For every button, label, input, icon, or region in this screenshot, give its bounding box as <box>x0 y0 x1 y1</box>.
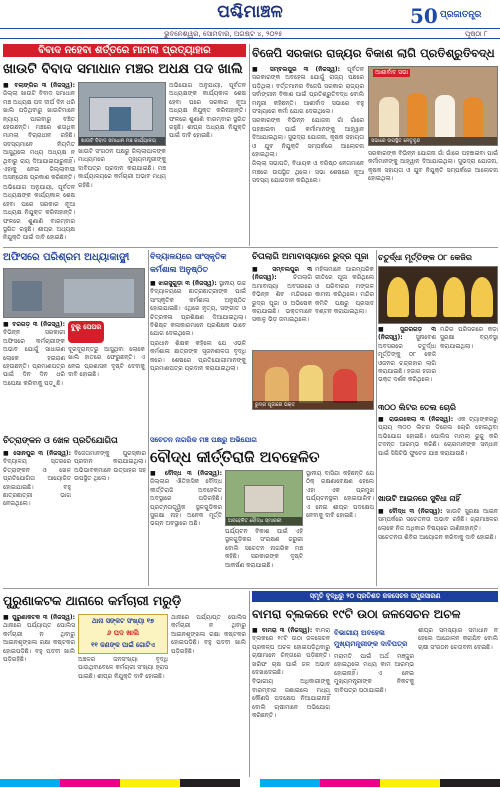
story3-col1 <box>3 321 65 431</box>
story9-headline: ଚିତ୍ରାଙ୍କନ ଓ ଖେଳ ପ୍ରତିଯୋଗିତା <box>3 436 118 446</box>
desk-shape <box>12 281 42 311</box>
story2-body-b: ସରକାରଙ୍କ ବିଭିନ୍ନ ଯୋଜନା ଗାଁ ଗାଁରେ ପହଞ୍ଚାଇବା ପାଇଁ କର୍ମୀମାନଙ୍କୁ ଆହ୍ୱାନ ଦିଆଯାଇଥିଲା। ସୁଭଦ୍ରା ଯୋଜନା, କୃଷକ ସହାୟତା ଓ ଯୁବ ନିଯୁକ୍ତି ସମ୍ପର୍କରେ ଆଲୋଚନା ହୋଇଥିଲା। <box>252 117 364 159</box>
story10-kicker: ସଚେତନ ନାଗରିକ ମଞ୍ଚ ପକ୍ଷରୁ ଅଭିଯୋଗ <box>150 435 257 444</box>
story10-bureau: ■ ବୌଦ୍ଧ ୩ (ନିଜସ୍ୱ): <box>150 470 222 477</box>
story7-body-a: ଏକ ଟ୍ୟାଙ୍କରରୁ ପ୍ରାୟ ୩୦୦ ଲିଟର ଡିଜେଲ ଚୋରି ହୋଇଥିବା ଅଭିଯୋଗ ହୋଇଛି। ପୋଲିସ ମାମଲା ରୁଜୁ କରି ତଦନ୍ତ ଆରମ୍ଭ କରିଛି। ଚୋରମାନଙ୍କ ସନ୍ଧାନ ପାଇଁ ସିସିଟିଭି ଫୁଟେଜ ଯାଞ୍ଚ କରାଯାଉଛି। <box>378 416 498 457</box>
story11-bureau: ■ ପୁରୁଣାକଟକ ୩ (ନିଜସ୍ୱ): <box>3 614 75 621</box>
story2-caption: ସଭାରେ ଉପସ୍ଥିତ ନେତୃବୃନ୍ଦ <box>369 137 497 145</box>
story11-col1 <box>3 614 75 776</box>
devotee-shape <box>265 367 289 403</box>
idol-shape <box>387 277 409 317</box>
divider <box>3 247 498 248</box>
story6-bureau: ■ ସୁନ୍ଦରଗଡ଼ ୩ (ନିଜସ୍ୱ): <box>378 326 436 342</box>
dateline <box>0 28 500 39</box>
story10-col3: ସ୍ଥାନୀୟ ବାସିନ୍ଦା କହିଛନ୍ତି ଯେ ଠିକ୍ ରକ୍ଷଣାବେକ୍ଷଣ ହେଲେ ଏହା ଏକ ପ୍ରମୁଖ ପର୍ଯ୍ୟଟନସ୍ଥଳୀ ହୋଇପାରିବ। ଏ ନେଇ ଶୀଘ୍ର ପଦକ୍ଷେପ ନେବାକୁ ଦାବି ହୋଇଛି। <box>306 470 374 520</box>
story5-bureau: ■ ସମ୍ବଲପୁର ୩ (ନିଜସ୍ୱ): <box>252 266 312 282</box>
page-number: ପୃଷ୍ଠା ୮ <box>465 30 488 38</box>
section-title: ପଶ୍ଚିମାଞ୍ଚଳ <box>217 2 283 22</box>
story3-bureau: ■ ବରଗଡ଼ ୩ (ନିଜସ୍ୱ): <box>3 321 65 328</box>
story2-body-c: ଜିଲ୍ଲା ସଭାପତି, ବିଧାୟକ ଓ ବରିଷ୍ଠ ନେତାମାନେ ମଞ୍ଚରେ ଉପସ୍ଥିତ ଥିଲେ। ସଭା ଶେଷରେ ନୂଆ ସଦସ୍ୟ ଯୋଗଦାନ କରିଥିଲେ। <box>252 160 364 185</box>
story10-col1 <box>150 470 222 586</box>
story12-headline: ବାମରା ବ୍ଲକରେ ୧୯ଟି ଉଠା ଜଳସେଚନ ଅଚଳ <box>252 607 461 621</box>
story1-headline: ଖାଉଟି ବିବାଦ ସମାଧାନ ମଞ୍ଚର ଅଧକ୍ଷ ପଦ ଖାଲି <box>3 61 243 77</box>
story8-col <box>378 508 498 586</box>
story11-col2: ଅଞ୍ଚଳର ଜନସଂଖ୍ୟା ବୃଦ୍ଧି ପାଉଥିବାବେଳେ କର୍ମଚାରୀ ସଂଖ୍ୟା ହ୍ରାସ ପାଇଛି। ଶୀଘ୍ର ନିଯୁକ୍ତି ଦାବି ହୋଇଛି। <box>78 656 168 680</box>
story1-body-b: ଅଭିଯୋଗ ଅନୁଯାୟୀ, ପୂର୍ବତନ ଅଧ୍ୟକ୍ଷଙ୍କ କାର୍ଯ୍ୟକାଳ ଶେଷ ହେବା ପରେ ସରକାର ନୂଆ ଅଧ୍ୟକ୍ଷ ନିଯୁକ୍ତ କରିନାହାନ୍ତି। ଫଳରେ ଶୁଣାଣି ବାରମ୍ବାର ସ୍ଥଗିତ ରହୁଛି। ଶୀଘ୍ର ଅଧ୍ୟକ୍ଷ ନିଯୁକ୍ତି ପାଇଁ ଦାବି ହୋଇଛି। <box>3 183 75 242</box>
story1-kicker: ବିବାଦ ନହେବା ଶର୍ତ୍ତରେ ମାମଲା ପ୍ରତ୍ୟାହାର <box>3 44 246 57</box>
story12-body-a: ବାମରା ବ୍ଲକରେ ୧୯ଟି ଉଠା ଜଳସେଚନ ପ୍ରକଳ୍ପ ଅଚଳ ହୋଇପଡ଼ିଥିବାରୁ ଚାଷୀମାନେ ଚିନ୍ତାରେ ପଡ଼ିଛନ୍ତି। ଖରିଫ ଚାଷ ପାଇଁ ଜଳ ଅଭାବ ଦେଖାଦେଇଛି। <box>252 627 330 677</box>
story7-col <box>378 416 498 488</box>
idol-shape <box>443 277 465 317</box>
registration-bar-yellow <box>120 779 180 787</box>
column-rule <box>249 591 250 777</box>
story2-bureau: ■ ସମ୍ବଲପୁର ୩ (ନିଜସ୍ୱ): <box>252 66 341 73</box>
story6-col1 <box>378 326 436 396</box>
story6-photo <box>378 266 498 324</box>
story6-headline: ଚତୁର୍ଦ୍ଧା ମୂର୍ତ୍ତିଙ୍କ ୦୮ କେଜିର <box>378 252 472 262</box>
story12-col2: ମରାମତି ପାଇଁ ଅର୍ଥ ମଞ୍ଜୁର ହୋଇଥିଲେ ମଧ୍ୟ କାମ ଆରମ୍ଭ ହୋଇନାହିଁ। ଏ ନେଇ ମୁଖ୍ୟମନ୍ତ୍ରୀଙ୍କ ନିକଟକୁ ଦାବିପତ୍ର ପଠାଯାଇଛି। <box>334 653 414 694</box>
anniversary-number: 50 <box>410 4 438 28</box>
window-shape <box>64 279 134 313</box>
registration-bar-cyan <box>0 779 60 787</box>
story5-col1 <box>252 266 312 348</box>
registration-bar-yellow <box>380 779 440 787</box>
story9-body-a: ବିଦ୍ୟାଳୟ ସ୍ତରରେ ଚିତ୍ରାଙ୍କନ ଓ ଖେଳ ପ୍ରତିଯୋଗିତା ଆୟୋଜିତ ହୋଇଯାଇଛି। ବହୁ ଛାତ୍ରଛାତ୍ରୀ ଭାଗ ନେଇଥିଲେ। <box>3 458 71 508</box>
devotee-shape <box>299 365 323 403</box>
story11-body-a: ଥାନାରେ ପର୍ଯ୍ୟାପ୍ତ ପୋଲିସ କର୍ମଚାରୀ ନ ଥିବାରୁ ଆଇନଶୃଙ୍ଖଳା ରକ୍ଷା କଷ୍ଟକର ହୋଇପଡ଼ିଛି। ବହୁ ପଦବୀ ଖାଲି ପଡ଼ିରହିଛି। <box>3 622 75 664</box>
date-text: ଭୁବନେଶ୍ୱର, ସୋମବାର, ଅଗଷ୍ଟ ୪, ୨୦୨୫ <box>164 30 283 38</box>
factbox-line2: ୬ ପଦ ଖାଲି <box>106 629 140 637</box>
anniversary-logo <box>410 4 498 26</box>
story10-col2: ପର୍ଯ୍ୟଟନ ବିକାଶ ପାଇଁ ଏହି ସ୍ଥଳଗୁଡ଼ିକର ସଂରକ୍ଷଣ ଜରୁରୀ ବୋଲି ସଚେତନ ନାଗରିକ ମଞ୍ଚ କହିଛି। ସରକାରଙ୍କ ଦୃଷ୍ଟି ଆକର୍ଷଣ କରାଯାଇଛି। <box>225 528 303 569</box>
blue-paper-badge: ବୁଲୁ ପେପର <box>68 321 104 343</box>
story1-bureau: ■ ବଲାଙ୍ଗିର ୩ (ନିଜସ୍ୱ): <box>3 82 75 89</box>
story12-body-b: ବିଭାଗୀୟ ଅଧିକାରୀଙ୍କୁ ବାରମ୍ବାର ଜଣାଇଲେ ମଧ୍ୟ କୌଣସି ପଦକ୍ଷେପ ନିଆଯାଇନାହିଁ ବୋଲି ଚାଷୀମାନେ ଅଭିଯୋଗ କରିଛନ୍ତି। <box>252 678 330 720</box>
person-shape <box>407 93 427 137</box>
story2-photo <box>368 66 498 146</box>
story9-col1 <box>3 450 71 584</box>
idol-shape <box>471 277 493 317</box>
factbox-line3: ୧୧ ଜଣଙ୍କ ପାଇଁ ଗୋଟିଏ <box>91 641 155 649</box>
story5-caption: ରୁଦ୍ର ପୂଜାରେ ଭକ୍ତ <box>253 401 373 409</box>
story2-col1 <box>252 66 364 246</box>
story8-headline: ଖାଉଟି ଆଇନରେ ସୁବିଧା ନାହିଁ <box>378 494 460 503</box>
story4-bureau: ■ ଝାରସୁଗୁଡ଼ା ୩ (ନିଜସ୍ୱ): <box>150 280 217 287</box>
story11-headline: ପୁରୁଣାକଟକ ଥାନାରେ କର୍ମଚାରୀ ମରୁଡ଼ି <box>3 593 182 608</box>
idol-shape <box>415 277 437 317</box>
registration-bar-black <box>440 779 500 787</box>
factbox-line1: ଥାନା ସଙ୍କଟ ସଂଖ୍ୟା ୧୭ <box>91 617 155 625</box>
devotee-shape <box>333 369 357 403</box>
story3-body-a: ବିଭିନ୍ନ ସରକାରୀ ଅଫିସରେ କର୍ମଚାରୀଙ୍କ ଅଭାବ ଯୋଗୁଁ ସାଧାରଣ ଲୋକେ ହଇରାଣ ହେଉଛନ୍ତି। ପ୍ରମାଣପତ୍ର ପାଇଁ ଦିନ ଦିନ ଧରି ଅପେକ୍ଷା କରିବାକୁ ପଡ଼ୁଛି। <box>3 329 65 387</box>
monument-shape <box>244 485 284 513</box>
story2-body-a: ପୂର୍ବତନ ସରକାରଙ୍କ ଅବହେଳା ଯୋଗୁଁ ରାଜ୍ୟ ପଛରେ ପଡ଼ିଥିଲା। ବର୍ତ୍ତମାନର ବିଜେପି ସରକାର ରାଜ୍ୟର ସର୍ବାଙ୍ଗୀନ ବିକାଶ ପାଇଁ ପ୍ରତିଶ୍ରୁତିବଦ୍ଧ ବୋଲି ମନ୍ତ୍ରୀ କହିଛନ୍ତି। ଆଶୀର୍ବାଦ ସଭାରେ ବହୁ ସଂଖ୍ୟାରେ କର୍ମୀ ଯୋଗ ଦେଇଥିଲେ। <box>252 66 364 116</box>
story12-bureau: ■ ବାମରା ୩ (ନିଜସ୍ୱ): <box>252 627 313 634</box>
story1-col2: ଖାଉଟି ସଂଗଠନ ପକ୍ଷରୁ ଜିଲ୍ଲାପାଳଙ୍କ ମାଧ୍ୟମରେ ମୁଖ୍ୟମନ୍ତ୍ରୀଙ୍କୁ ଦାବିପତ୍ର ପ୍ରଦାନ କରାଯାଇଛି। ମଞ୍ଚ କାର୍ଯ୍ୟାଳୟରେ କର୍ମଚାରୀ ଅଭାବ ମଧ୍ୟ ରହିଛି। <box>78 148 166 189</box>
story7-bureau: ■ ରାଉରକେଲା ୩ (ନିଜସ୍ୱ): <box>378 416 454 423</box>
registration-bar-magenta <box>320 779 380 787</box>
story2-label: ଆଶୀର୍ବାଦ ସଭା <box>375 69 409 76</box>
story12-col1 <box>252 627 330 777</box>
story9-col2: ବିଜେତାମାନଙ୍କୁ ପୁରସ୍କାର ପ୍ରଦାନ କରାଯାଇଥିଲା। ଅଭିଭାବକମାନେ ଉତ୍ସାହର ସହ ଉପସ୍ଥିତ ଥିଲେ। <box>74 450 146 483</box>
story3-headline: ଅଫିସରେ ପରିଶ୍ରମ ଅଧ୍ୟାକାଙ୍କ୍ଷୀ <box>3 252 130 263</box>
person-shape <box>379 97 399 137</box>
story1-col1 <box>3 82 75 242</box>
story1-caption: ଖାଉଟି ବିବାଦ ସମାଧାନ ମଞ୍ଚ କାର୍ଯ୍ୟାଳୟ <box>79 137 165 145</box>
story5-body-a: ଚିତାଲାଗି ଅମାବାସ୍ୟା ଅବସରରେ ବିଭିନ୍ନ ଶିବ ମନ୍ଦିରରେ ରୁଦ୍ର ପୂଜା ଓ ଅଭିଷେକ କରାଯାଇଛି। ଭକ୍ତମାନେ ସକାଳୁ ଭିଡ଼ ଜମାଇଥିଲେ। <box>252 274 312 324</box>
story6-col2: ମନ୍ଦିର ପରିସରରେ କଡ଼ା ସୁରକ୍ଷା ବ୍ୟବସ୍ଥା କରାଯାଇଥିଲା। <box>440 326 498 350</box>
person-shape <box>463 97 483 137</box>
registration-bar-black <box>180 779 240 787</box>
story1-col3: ଅଭିଯୋଗ ଅନୁଯାୟୀ, ପୂର୍ବତନ ଅଧ୍ୟକ୍ଷଙ୍କ କାର୍ଯ୍ୟକାଳ ଶେଷ ହେବା ପରେ ସରକାର ନୂଆ ଅଧ୍ୟକ୍ଷ ନିଯୁକ୍ତ କରିନାହାନ୍ତି। ଫଳରେ ଶୁଣାଣି ବାରମ୍ବାର ସ୍ଥଗିତ ରହୁଛି। ଶୀଘ୍ର ଅଧ୍ୟକ୍ଷ ନିଯୁକ୍ତି ପାଇଁ ଦାବି ହୋଇଛି। <box>169 82 246 140</box>
story7-headline: ୩୦୦ ଲିଟର ତେଲ ଚୋରି <box>378 402 456 412</box>
story8-body-a: ଖାଉଟି ସୁରକ୍ଷା ଆଇନ ସମ୍ପର୍କରେ ସଚେତନତା ଅଭାବ ରହିଛି। ଗ୍ରାମାଞ୍ଚଳର ଲୋକେ ନିଜ ଅଧିକାର ବିଷୟରେ ଜାଣିନାହାନ୍ତି। <box>378 508 498 532</box>
brand-name: ପ୍ରଜାତନ୍ତ୍ର <box>440 10 482 20</box>
story4-headline: ବିଦ୍ୟାଳୟରେ ସାଂସ୍କୃତିକ କର୍ମଶାଳା ଅନୁଷ୍ଠିତ <box>150 251 227 274</box>
story4-col <box>150 280 246 430</box>
story5-headline: ଚିତାଲାଗି ଅମାବାସ୍ୟାରେ ରୁଦ୍ର ପୂଜା <box>252 252 369 262</box>
story10-headline: ବୌଦ୍ଧ କୀର୍ତ୍ତିରାଜି ଅବହେଳିତ <box>150 448 320 466</box>
registration-bar-magenta <box>60 779 120 787</box>
column-rule <box>249 44 250 246</box>
story8-body-b: ସଚେତନତା ଶିବିର ଆୟୋଜନ କରିବାକୁ ଦାବି ହୋଇଛି। <box>378 534 497 542</box>
column-rule <box>376 250 377 586</box>
story2-col2: ସରକାରଙ୍କ ବିଭିନ୍ନ ଯୋଜନା ଗାଁ ଗାଁରେ ପହଞ୍ଚାଇବା ପାଇଁ କର୍ମୀମାନଙ୍କୁ ଆହ୍ୱାନ ଦିଆଯାଇଥିଲା। ସୁଭଦ୍ରା ଯୋଜନା, କୃଷକ ସହାୟତା ଓ ଯୁବ ନିଯୁକ୍ତି ସମ୍ପର୍କରେ ଆଲୋଚନା ହୋଇଥିଲା। <box>368 150 498 183</box>
divider <box>3 588 498 589</box>
story1-photo <box>78 82 166 146</box>
story5-photo <box>252 350 374 410</box>
column-rule <box>148 250 149 586</box>
story6-body-a: ସୁନାବେଶ ଅବସରରେ ଚତୁର୍ଦ୍ଧା ମୂର୍ତ୍ତିଙ୍କୁ ୦୮ କେଜି ଓଜନର ଚନ୍ଦ୍ରହାର ଲାଗି କରାଯାଇଛି। ହଜାର ହଜାର ଭକ୍ତ ଦର୍ଶନ କରିଥିଲେ। <box>378 334 436 384</box>
story12-col3: ଶୀଘ୍ର ସମସ୍ୟାର ସମାଧାନ ନ ହେଲେ ଆନ୍ଦୋଳନ କରାଯିବ ବୋଲି ଚାଷୀ ସଂଗଠନ ଚେତାବନୀ ଦେଇଛି। <box>418 627 498 651</box>
story12-subhead: ବିଭାଗୀୟ ଅବହେଳା ମୁଖ୍ୟମନ୍ତ୍ରୀଙ୍କ ଦାବିପତ୍ର <box>334 628 408 648</box>
story4-body-b: ପ୍ରଧାନ ଶିକ୍ଷକ କହିଲେ ଯେ ଏଭଳି କର୍ମଶାଳା ଛାତ୍ରଙ୍କ ସୃଜନଶୀଳତା ବୃଦ୍ଧି କରେ। ଶେଷରେ ପ୍ରତିଯୋଗୀମାନଙ୍କୁ ପ୍ରମାଣପତ୍ର ପ୍ରଦାନ କରାଯାଇଥିଲା। <box>150 339 246 373</box>
story3-col2: ଦୂରଦୂରାନ୍ତରୁ ଆସୁଥିବା ଲୋକେ ଖାଲି ହାତରେ ଫେରୁଛନ୍ତି। ଏ ନେଇ ପ୍ରଶାସନ ଦୃଷ୍ଟି ଦେବାକୁ ଦାବି ହୋଇଛି। <box>68 346 145 379</box>
story12-kicker: ସ୍ମୃତି ବୃଦ୍ଧିରୁ ୨୦ ପ୍ରତିଶତ ଜଳସେଚନ ସମ୍ପ୍ରସାରଣ <box>252 591 498 602</box>
story5-col2: ମହିଳାମାନେ ପାରମ୍ପରିକ ରୀତିରେ ପୂଜା କରିଥିଲେ ଓ ପରିବାରର ମଙ୍ଗଳ କାମନା କରିଥିଲେ। ମନ୍ଦିର କମିଟି ପକ୍ଷରୁ ପ୍ରସାଦ ବଣ୍ଟନ କରାଯାଇଥିଲା। <box>315 266 374 316</box>
story2-headline: ବିଜେପି ସରକାର ରାଜ୍ୟର ବିକାଶ ଲାଗି ପ୍ରତିଶ୍ରୁତିବଦ୍ଧ <box>252 46 495 60</box>
story10-caption: ଅବହେଳିତ ବୌଦ୍ଧ ସ୍ମାରକୀ <box>226 517 302 525</box>
door-shape <box>109 107 131 131</box>
story8-bureau: ■ ବୌଦ୍ଧ ୩ (ନିଜସ୍ୱ): <box>378 508 443 515</box>
story11-col3: ଥାନାରେ ପର୍ଯ୍ୟାପ୍ତ ପୋଲିସ କର୍ମଚାରୀ ନ ଥିବାରୁ ଆଇନଶୃଙ୍ଖଳା ରକ୍ଷା କଷ୍ଟକର ହୋଇପଡ଼ିଛି। ବହୁ ପଦବୀ ଖାଲି ପଡ଼ିରହିଛି। <box>171 614 246 655</box>
story4-body-a: ସ୍ଥାନୀୟ ଉଚ୍ଚ ବିଦ୍ୟାଳୟରେ ଛାତ୍ରଛାତ୍ରୀଙ୍କ ପାଇଁ ସାଂସ୍କୃତିକ କର୍ମଶାଳା ଅନୁଷ୍ଠିତ ହୋଇଯାଇଛି। ଏଥିରେ ନୃତ୍ୟ, ସଙ୍ଗୀତ ଓ ଚିତ୍ରକଳା ପ୍ରଶିକ୍ଷଣ ଦିଆଯାଇଥିଲା। ବିଶିଷ୍ଟ କଳାକାରମାନେ ପ୍ରଶିକ୍ଷକ ଭାବେ ଯୋଗ ଦେଇଥିଲେ। <box>150 280 246 338</box>
story11-factbox <box>78 614 168 654</box>
person-shape <box>435 95 455 137</box>
story1-body-a: ଜିଲ୍ଲା ଖାଉଟି ବିବାଦ ସମାଧାନ ମଞ୍ଚ ଅଧ୍ୟକ୍ଷ ପଦ ଦୀର୍ଘ ଦିନ ଧରି ଖାଲି ପଡ଼ିଥିବାରୁ ଖାଉଟିମାନେ ନ୍ୟାୟ ପାଇବାରୁ ବଞ୍ଚିତ ହେଉଛନ୍ତି। ମଞ୍ଚରେ ଶତାଧିକ ମାମଲା ବିଚାରାଧୀନ ରହିଛି। ସଦସ୍ୟମାନେ ନିୟମିତ ଆସୁଥିଲେ ମଧ୍ୟ ଅଧ୍ୟକ୍ଷ ନ ଥିବାରୁ ରାୟ ଦିଆଯାଇପାରୁନାହିଁ। ଏହାକୁ ନେଇ ଜିଲ୍ଲାବାସୀ ଅସନ୍ତୋଷ ପ୍ରକାଶ କରିଛନ୍ତି। <box>3 90 75 182</box>
story9-bureau: ■ ସୋନପୁର ୩ (ନିଜସ୍ୱ): <box>3 450 71 457</box>
story10-body-a: ଜିଲ୍ଲାର ଐତିହାସିକ ବୌଦ୍ଧ କୀର୍ତ୍ତିରାଜି ଅବହେଳିତ ଅବସ୍ଥାରେ ପଡ଼ିରହିଛି। ପ୍ରତ୍ନତାତ୍ତ୍ୱିକ ସ୍ଥଳଗୁଡ଼ିକର ସୁରକ୍ଷା ନାହିଁ। ଅନେକ ମୂର୍ତ୍ତି ଭଗ୍ନ ଅବସ୍ଥାରେ ଅଛି। <box>150 478 222 528</box>
story3-photo <box>3 268 145 318</box>
story10-photo <box>225 470 303 526</box>
registration-bar-cyan <box>260 779 320 787</box>
